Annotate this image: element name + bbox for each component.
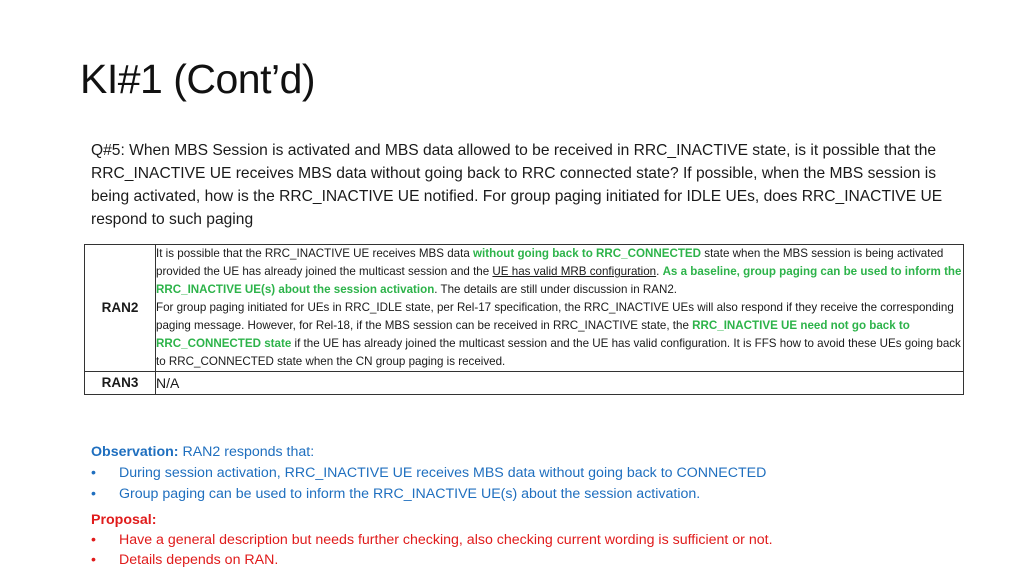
ran2-paragraph-2 <box>156 299 963 371</box>
list-item <box>91 530 971 550</box>
proposal-label: Proposal: <box>91 512 157 528</box>
observation-bullet-1: During session activation, RRC_INACTIVE UE receives MBS data without going back to CONNECTED <box>119 465 767 481</box>
ran2-p2-highlight-1: RRC_INACTIVE UE need not go back to RRC_CONNECTED state <box>156 319 910 350</box>
observation-heading-line <box>91 442 971 463</box>
list-item <box>91 484 971 505</box>
observation-label: Observation: <box>91 444 179 460</box>
response-table <box>84 244 964 395</box>
observation-intro: RAN2 responds that: <box>178 444 315 460</box>
ran2-p1-text-3: . <box>656 265 663 278</box>
table-row <box>85 245 964 372</box>
ran3-response: N/A <box>156 372 964 395</box>
bullet-icon: • <box>91 465 96 481</box>
proposal-bullet-1: Have a general description but needs further checking, also checking current wording is sufficient or not. <box>119 532 773 548</box>
bullet-icon: • <box>91 552 96 568</box>
observation-bullet-2: Group paging can be used to inform the RRC_INACTIVE UE(s) about the session activation. <box>119 486 701 502</box>
ran2-p1-highlight-1: without going back to RRC_CONNECTED <box>473 247 702 260</box>
proposal-bullet-2: Details depends on RAN. <box>119 552 279 568</box>
ran2-p1-highlight-2: As a baseline, group paging can be used to inform the RRC_INACTIVE UE(s) about the session activation <box>156 265 962 296</box>
question-text: Q#5: When MBS Session is activated and MBS data allowed to be received in RRC_INACTIVE state, is it possible that the RRC_INACTIVE UE receives MBS data without going back to RRC connected state? If possible, when the MBS session is being activated, how is the RRC_INACTIVE UE notified. For group paging initiated for IDLE UEs, does RRC_INACTIVE UE respond to such paging <box>91 142 943 228</box>
ran2-paragraph-1 <box>156 245 963 299</box>
ran2-response <box>156 245 964 372</box>
ran2-p1-text-1: It is possible that the RRC_INACTIVE UE receives MBS data <box>156 247 474 260</box>
bullet-icon: • <box>91 532 96 548</box>
ran2-p1-text-4: . The details are still under discussion in RAN2. <box>434 283 678 296</box>
slide-title: KI#1 (Cont’d) <box>80 56 316 102</box>
list-item <box>91 463 971 484</box>
ran2-p2-text-2: if the UE has already joined the multicast session and the UE has valid configuration. It is FFS how to avoid these UEs going back to RRC_CONNECTED state when the CN group paging is received. <box>156 337 961 368</box>
row-label-ran3: RAN3 <box>85 372 156 395</box>
list-item <box>91 550 971 570</box>
bullet-icon: • <box>91 486 96 502</box>
ran2-p1-text-2: state when the MBS session is being activated provided the UE has already joined the multicast session and the <box>156 247 944 278</box>
ran2-p1-underline: UE has valid MRB configuration <box>492 265 657 278</box>
proposal-block <box>91 510 971 570</box>
row-label-ran2: RAN2 <box>85 245 156 372</box>
ran2-p2-text-1: For group paging initiated for UEs in RRC_IDLE state, per Rel-17 specification, the RRC_INACTIVE UEs will also respond if they receive the corresponding paging message. However, for Rel-18, if the MBS session can be received in RRC_INACTIVE state, the <box>156 301 954 332</box>
observation-block <box>91 442 971 505</box>
table-row <box>85 372 964 395</box>
